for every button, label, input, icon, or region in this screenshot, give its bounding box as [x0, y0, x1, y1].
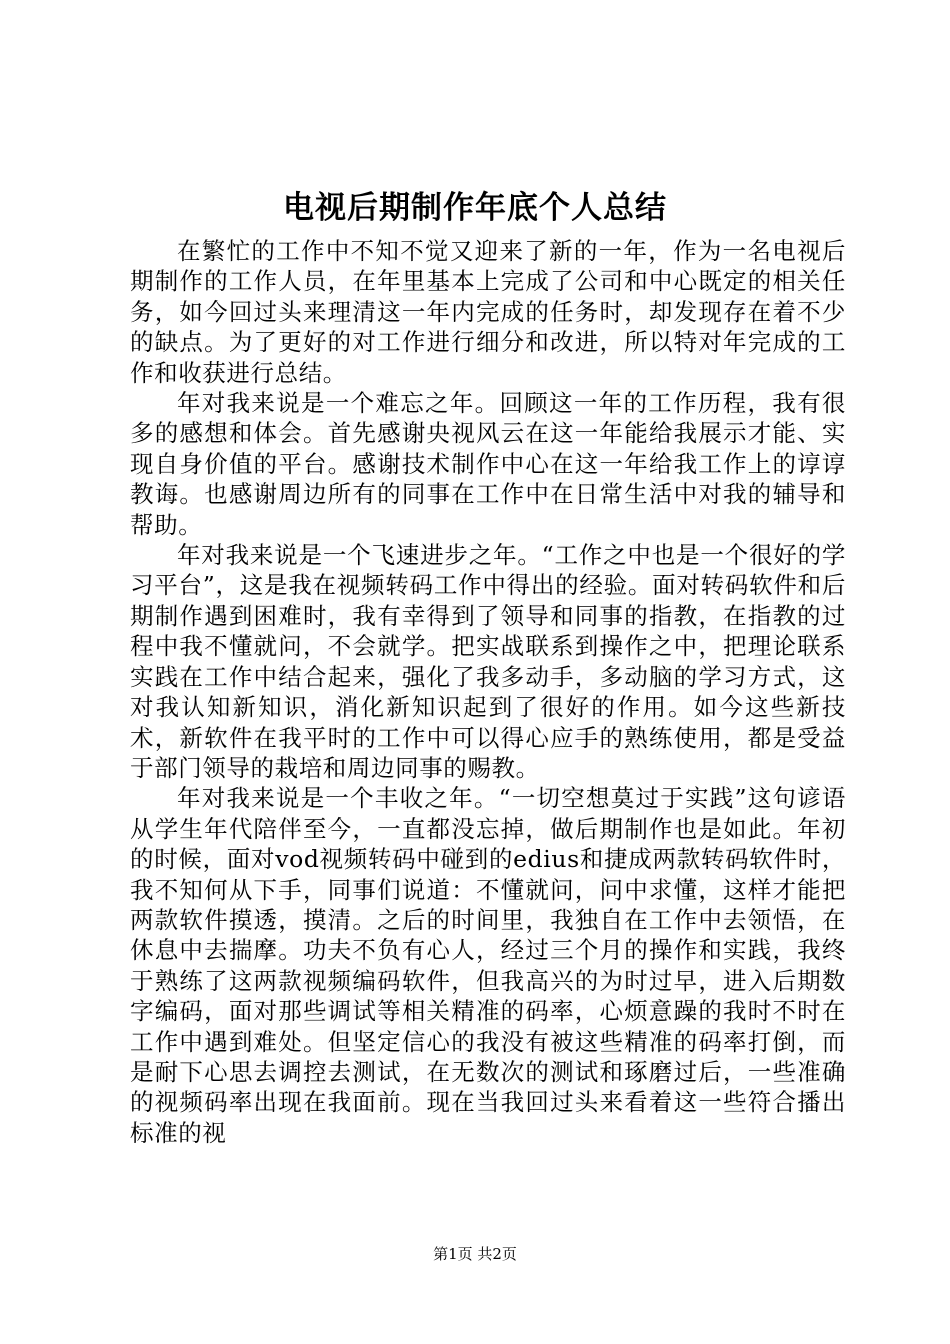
paragraph-2: 年对我来说是一个难忘之年。回顾这一年的工作历程，我有很多的感想和体会。首先感谢央视风云在这一年能给我展示才能、实现自身价值的平台。感谢技术制作中心在这一年给我工作上的谆谆教诲。也感谢周边所有的同事在工作中在日常生活中对我的辅导和帮助。 — [130, 389, 846, 539]
document-title: 电视后期制作年底个人总结 — [283, 190, 667, 226]
paragraph-1: 在繁忙的工作中不知不觉又迎来了新的一年，作为一名电视后期制作的工作人员，在年里基本上完成了公司和中心既定的相关任务，如今回过头来理清这一年内完成的任务时，却发现存在着不少的缺点。为了更好的对工作进行细分和改进，所以特对年完成的工作和收获进行总结。 — [130, 237, 846, 387]
page-footer: 第1页 共2页 — [433, 1245, 517, 1263]
paragraph-3: 年对我来说是一个飞速进步之年。“工作之中也是一个很好的学习平台”，这是我在视频转码工作中得出的经验。面对转码软件和后期制作遇到困难时，我有幸得到了领导和同事的指教，在指教的过程中我不懂就问，不会就学。把实战联系到操作之中，把理论联系实践在工作中结合起来，强化了我多动手，多动脑的学习方式，这对我认知新知识，消化新知识起到了很好的作用。如今这些新技术，新软件在我平时的工作中可以得心应手的熟练使用，都是受益于部门领导的栽培和周边同事的赐教。 — [130, 541, 846, 782]
document-body — [130, 236, 846, 1148]
paragraph-4: 年对我来说是一个丰收之年。“一切空想莫过于实践”这句谚语从学生年代陪伴至今，一直都没忘掉，做后期制作也是如此。年初的时候，面对vod视频转码中碰到的edius和捷成两款转码软件时，我不知何从下手，同事们说道：不懂就问，问中求懂，这样才能把两款软件摸透，摸清。之后的时间里，我独自在工作中去领悟，在休息中去揣摩。功夫不负有心人，经过三个月的操作和实践，我终于熟练了这两款视频编码软件，但我高兴的为时过早，进入后期数字编码，面对那些调试等相关精准的码率，心烦意躁的我时不时在工作中遇到难处。但坚定信心的我没有被这些精准的码率打倒，而是耐下心思去调控去测试，在无数次的测试和琢磨过后，一些准确的视频码率出现在我面前。现在当我回过头来看着这一些符合播出标准的视 — [130, 784, 846, 1147]
